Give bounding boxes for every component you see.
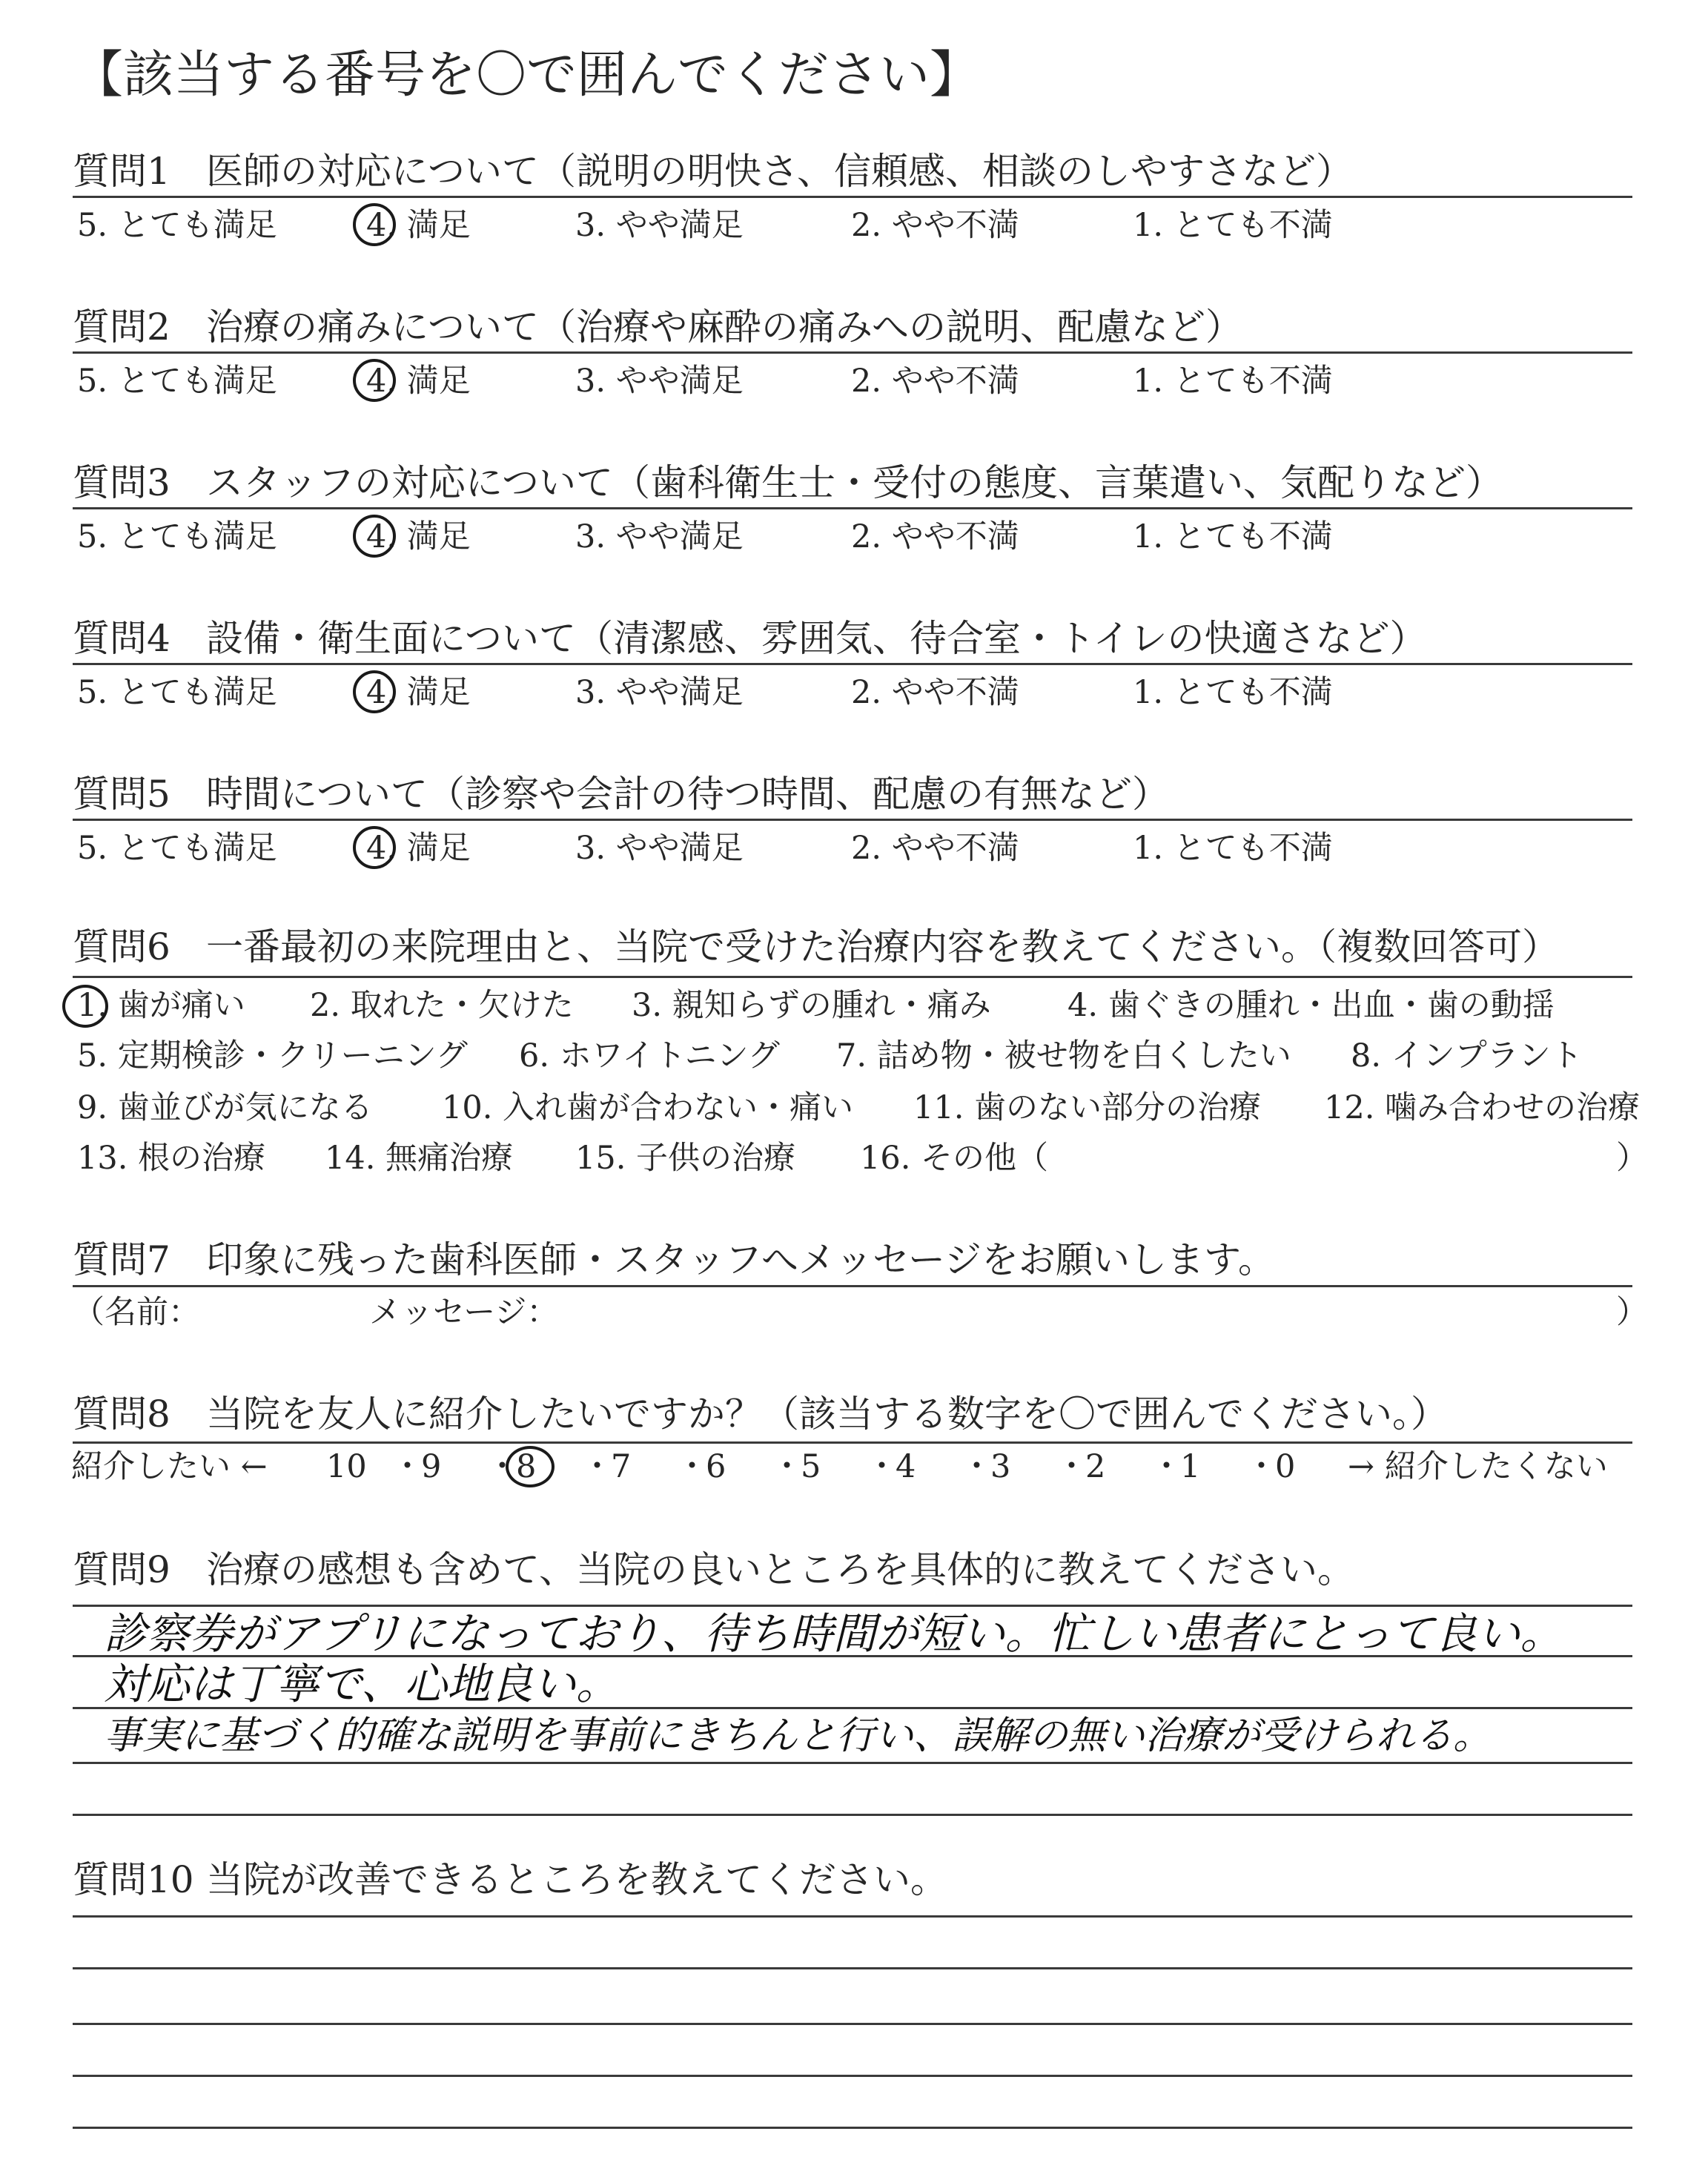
q6-option-5[interactable]: 5. 定期検診・クリーニング (77, 1037, 468, 1074)
scale-separator: ・ (486, 1448, 518, 1485)
question-7-text: 印象に残った歯科医師・スタッフへメッセージをお願いします。 (206, 1238, 1275, 1281)
question-1-rule (73, 196, 1632, 198)
recommend-score-1[interactable]: 1 (1180, 1448, 1201, 1485)
question-7-label: 質問7 (73, 1238, 171, 1281)
q9-answer-line-2: 対応は丁寧で、心地良い。 (104, 1659, 619, 1709)
scale-separator: ・ (676, 1448, 708, 1485)
q4-option-2[interactable]: 2. やや不満 (851, 674, 1019, 711)
q2-selected-circle (353, 359, 396, 402)
q4-selected-circle (353, 670, 396, 713)
q5-option-4[interactable]: 4. 満足 (366, 830, 471, 867)
q1-option-4[interactable]: 4. 満足 (366, 207, 471, 244)
q1-option-5[interactable]: 5. とても満足 (77, 207, 277, 244)
q3-option-4[interactable]: 4. 満足 (366, 518, 471, 555)
recommend-score-2[interactable]: 2 (1085, 1448, 1106, 1485)
recommend-score-10[interactable]: 10 (326, 1448, 367, 1485)
question-7-rule (73, 1285, 1632, 1287)
recommend-score-3[interactable]: 3 (990, 1448, 1011, 1485)
q6-option-11[interactable]: 11. 歯のない部分の治療 (913, 1089, 1262, 1126)
recommend-score-7[interactable]: 7 (611, 1448, 632, 1485)
recommend-score-5[interactable]: 5 (801, 1448, 821, 1485)
q8-selected-circle (506, 1446, 555, 1487)
q10-line-1[interactable] (73, 1915, 1632, 1918)
recommend-score-0[interactable]: 0 (1275, 1448, 1296, 1485)
q9-line-4 (73, 1762, 1632, 1764)
q6-option-10[interactable]: 10. 入れ歯が合わない・痛い (442, 1089, 854, 1126)
question-1-text: 医師の対応について（説明の明快さ、信頼感、相談のしやすさなど） (206, 150, 1353, 193)
question-8-rule (73, 1441, 1632, 1444)
question-8-label: 質問8 (73, 1393, 171, 1436)
recommend-score-4[interactable]: 4 (896, 1448, 916, 1485)
question-3-rule (73, 507, 1632, 509)
q1-option-3[interactable]: 3. やや満足 (575, 207, 744, 244)
q9-answer-line-1: 診察券がアプリになっており、待ち時間が短い。忙しい患者にとって良い。 (104, 1608, 1563, 1659)
scale-separator: ・ (961, 1448, 993, 1485)
scale-separator: ・ (1151, 1448, 1182, 1485)
q4-option-1[interactable]: 1. とても不満 (1133, 674, 1333, 711)
q10-line-2[interactable] (73, 1967, 1632, 1969)
q6-option-16[interactable]: 16. その他（ (860, 1140, 1049, 1177)
q6-option-15[interactable]: 15. 子供の治療 (575, 1140, 796, 1177)
question-2-text: 治療の痛みについて（治療や麻酔の痛みへの説明、配慮など） (206, 305, 1242, 349)
q5-option-5[interactable]: 5. とても満足 (77, 830, 277, 867)
question-8-text: 当院を友人に紹介したいですか？（該当する数字を〇で囲んでください。） (206, 1393, 1448, 1436)
question-5-text: 時間について（診察や会計の待つ時間、配慮の有無など） (206, 773, 1169, 816)
q3-selected-circle (353, 515, 396, 558)
message-field-label[interactable]: メッセージ： (369, 1294, 559, 1331)
q6-option-3[interactable]: 3. 親知らずの腫れ・痛み (632, 987, 991, 1024)
question-2-rule (73, 351, 1632, 354)
recommend-left-label: 紹介したい ← (71, 1448, 268, 1485)
question-9-text: 治療の感想も含めて、当院の良いところを具体的に教えてください。 (206, 1548, 1354, 1591)
q2-option-1[interactable]: 1. とても不満 (1133, 363, 1333, 400)
q1-selected-circle (353, 203, 396, 246)
q9-line-1 (73, 1605, 1632, 1607)
q3-option-5[interactable]: 5. とても満足 (77, 518, 277, 555)
q5-option-3[interactable]: 3. やや満足 (575, 830, 744, 867)
q6-option-12[interactable]: 12. 噛み合わせの治療 (1324, 1089, 1641, 1126)
question-10-text: 当院が改善できるところを教えてください。 (206, 1858, 947, 1901)
q6-option-7[interactable]: 7. 詰め物・被せ物を白くしたい (836, 1037, 1291, 1074)
page-title: 【該当する番号を〇で囲んでください】 (73, 46, 981, 105)
q6-option-2[interactable]: 2. 取れた・欠けた (310, 987, 574, 1024)
question-3-label: 質問3 (73, 461, 171, 504)
q6-selected-circle[interactable] (62, 985, 108, 1028)
question-4-text: 設備・衛生面について（清潔感、雰囲気、待合室・トイレの快適さなど） (206, 617, 1427, 660)
q6-option-13[interactable]: 13. 根の治療 (77, 1140, 266, 1177)
q10-line-4[interactable] (73, 2075, 1632, 2077)
q4-option-3[interactable]: 3. やや満足 (575, 674, 744, 711)
question-6-rule (73, 976, 1632, 978)
question-4-label: 質問4 (73, 617, 171, 660)
q10-line-5[interactable] (73, 2127, 1632, 2129)
scale-separator: ・ (581, 1448, 613, 1485)
question-2-label: 質問2 (73, 305, 171, 349)
q1-option-2[interactable]: 2. やや不満 (851, 207, 1019, 244)
q4-option-4[interactable]: 4. 満足 (366, 674, 471, 711)
question-10-label: 質問10 (73, 1858, 194, 1901)
scale-separator: ・ (866, 1448, 898, 1485)
scale-separator: ・ (1056, 1448, 1088, 1485)
q2-option-3[interactable]: 3. やや満足 (575, 363, 744, 400)
name-field-label[interactable]: （名前： (73, 1294, 200, 1331)
question-6-text: 一番最初の来院理由と、当院で受けた治療内容を教えてください。（複数回答可） (206, 925, 1559, 968)
question-3-text: スタッフの対応について（歯科衛生士・受付の態度、言葉遣い、気配りなど） (206, 461, 1503, 504)
question-5-rule (73, 819, 1632, 821)
q4-option-5[interactable]: 5. とても満足 (77, 674, 277, 711)
q6-option-1[interactable]: 1. 歯が痛い (77, 987, 245, 1024)
recommend-score-6[interactable]: 6 (706, 1448, 726, 1485)
q3-option-1[interactable]: 1. とても不満 (1133, 518, 1333, 555)
q6-option-4[interactable]: 4. 歯ぐきの腫れ・出血・歯の動揺 (1068, 987, 1555, 1024)
scale-separator: ・ (391, 1448, 423, 1485)
q5-selected-circle (353, 826, 396, 869)
q1-option-1[interactable]: 1. とても不満 (1133, 207, 1333, 244)
message-close-paren: ） (1616, 1294, 1648, 1331)
q2-option-4[interactable]: 4. 満足 (366, 363, 471, 400)
q9-answer-line-3: 事実に基づく的確な説明を事前にきちんと行い、誤解の無い治療が受けられる。 (104, 1714, 1492, 1758)
question-1-label: 質問1 (73, 150, 171, 193)
q10-line-3[interactable] (73, 2023, 1632, 2025)
q5-option-2[interactable]: 2. やや不満 (851, 830, 1019, 867)
scale-separator: ・ (1245, 1448, 1277, 1485)
q6-option-9[interactable]: 9. 歯並びが気になる (77, 1089, 373, 1126)
q3-option-3[interactable]: 3. やや満足 (575, 518, 744, 555)
scale-separator: ・ (771, 1448, 803, 1485)
q2-option-2[interactable]: 2. やや不満 (851, 363, 1019, 400)
other-close-paren: ） (1616, 1140, 1648, 1177)
q9-line-5 (73, 1814, 1632, 1816)
q2-option-5[interactable]: 5. とても満足 (77, 363, 277, 400)
q6-option-14[interactable]: 14. 無痛治療 (325, 1140, 514, 1177)
q6-option-6[interactable]: 6. ホワイトニング (519, 1037, 780, 1074)
recommend-right-label: → 紹介したくない (1348, 1448, 1608, 1485)
q5-option-1[interactable]: 1. とても不満 (1133, 830, 1333, 867)
question-6-label: 質問6 (73, 925, 171, 968)
question-9-label: 質問9 (73, 1548, 171, 1591)
recommend-score-8[interactable]: 8 (516, 1448, 537, 1485)
recommend-score-9[interactable]: 9 (421, 1448, 442, 1485)
q3-option-2[interactable]: 2. やや不満 (851, 518, 1019, 555)
question-5-label: 質問5 (73, 773, 171, 816)
question-4-rule (73, 663, 1632, 665)
q6-option-8[interactable]: 8. インプラント (1351, 1037, 1583, 1074)
